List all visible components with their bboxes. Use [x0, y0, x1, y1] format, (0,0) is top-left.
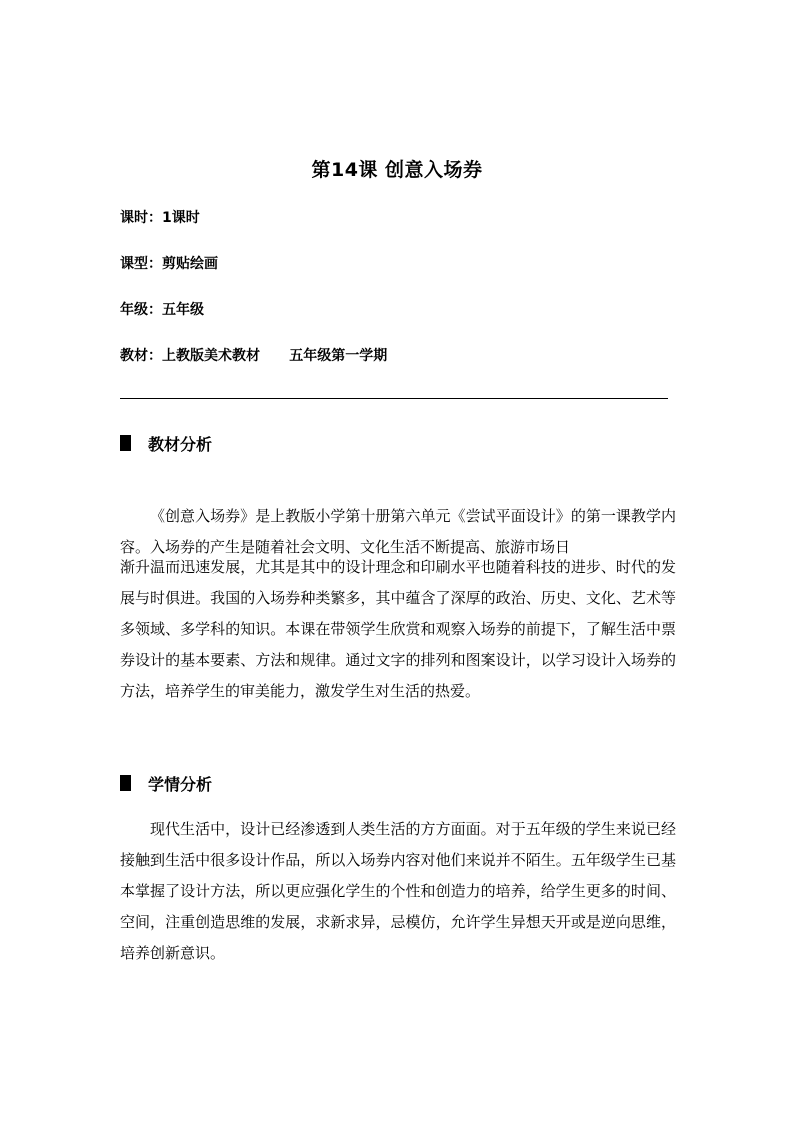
paragraph: 《创意入场券》是上教版小学第十册第六单元《尝试平面设计》的第一课教学内容。入场券的产生是随着社会文明、文化生活不断提高、旅游市场日 [120, 507, 676, 556]
paragraph: 渐升温而迅速发展，尤其是其中的设计理念和印刷水平也随着科技的进步、时代的发展与时俱进。我国的入场券种类繁多，其中蕴含了深厚的政治、历史、文化、艺术等多领域、多学科的知识。本课在带领学生欣赏和观察入场券的前提下，了解生活中票券设计的基本要素、方法和规律。通过文字的排列和图案设计，以学习设计入场券的方法，培养学生的审美能力，激发学生对生活的热爱。 [120, 558, 676, 700]
meta-period: 课时：1课时 [120, 210, 200, 226]
meta-textbook: 教材：上教版美术教材 五年级第一学期 [120, 348, 388, 364]
meta-grade: 年级：五年级 [120, 302, 204, 318]
section-heading-label: 教材分析 [148, 434, 213, 454]
meta-lesson-type: 课型：剪贴绘画 [120, 256, 218, 272]
square-bullet-icon [120, 775, 131, 791]
section-heading-label: 学情分析 [148, 774, 213, 794]
paragraph: 现代生活中，设计已经渗透到人类生活的方方面面。对于五年级的学生来说已经接触到生活中很多设计作品，所以入场券内容对他们来说并不陌生。五年级学生已基本掌握了设计方法，所以更应强化学生的个性和创造力的培养，给学生更多的时间、空间，注重创造思维的发展，求新求异，忌模仿，允许学生异想天开或是逆向思维，培养创新意识。 [120, 820, 676, 962]
divider-line [120, 398, 668, 399]
section-heading-student-analysis [120, 773, 212, 793]
square-bullet-icon [120, 435, 131, 451]
lesson-title: 第14课 创意入场券 [311, 159, 483, 181]
section-heading-textbook-analysis [120, 433, 212, 453]
